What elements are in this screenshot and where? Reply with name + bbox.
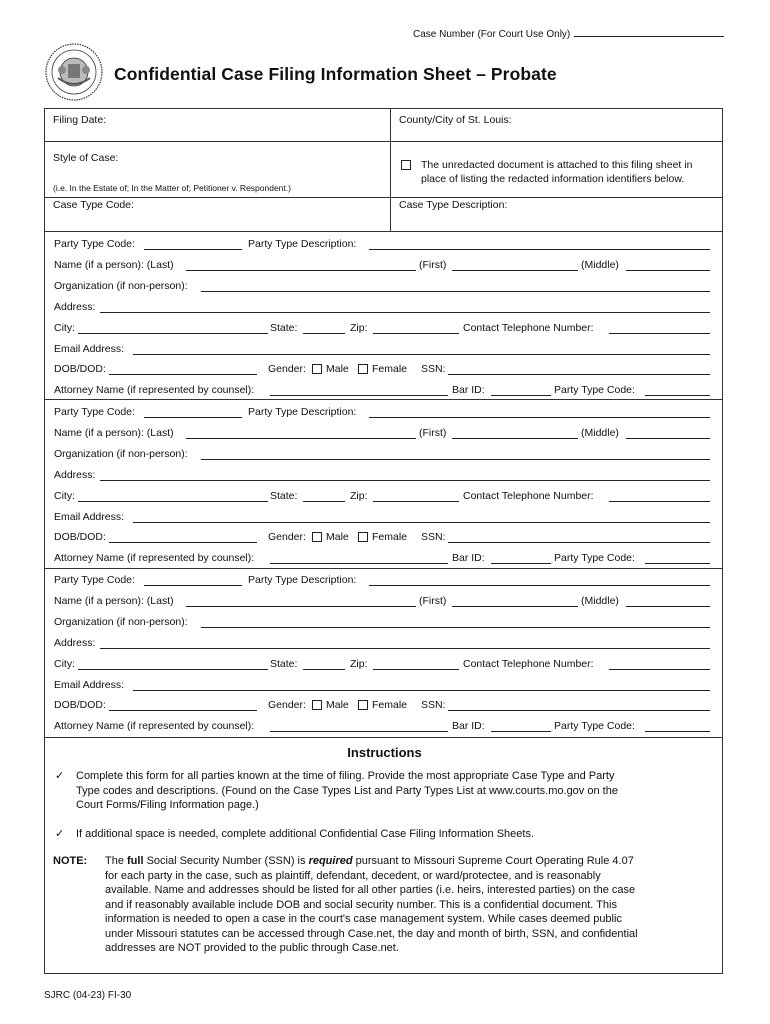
first-name-label: (First) — [419, 426, 447, 439]
state-field[interactable] — [303, 333, 345, 334]
instructions-title: Instructions — [347, 745, 422, 760]
dob-row — [54, 363, 710, 377]
first-name-label: (First) — [419, 258, 447, 271]
city-label: City: — [54, 489, 75, 502]
male-label: Male — [326, 363, 349, 376]
zip-label: Zip: — [350, 321, 368, 334]
dob-label: DOB/DOD: — [54, 363, 106, 376]
middle-name-label: (Middle) — [581, 258, 619, 271]
female-label: Female — [372, 699, 408, 712]
gender-label: Gender: — [268, 531, 306, 544]
female-checkbox[interactable] — [358, 532, 368, 542]
telephone-label: Contact Telephone Number: — [463, 489, 594, 502]
male-label: Male — [326, 531, 349, 544]
zip-label: Zip: — [350, 657, 368, 670]
dob-field[interactable] — [109, 710, 257, 711]
party-type-description-field[interactable] — [369, 249, 710, 250]
dob-field[interactable] — [109, 374, 257, 375]
attorney-field[interactable] — [270, 731, 448, 732]
male-checkbox[interactable] — [312, 364, 322, 374]
unredacted-text-line1: The unredacted document is attached to this filing sheet in — [421, 159, 693, 171]
ssn-label: SSN: — [421, 699, 446, 712]
party-type-code-label: Party Type Code: — [54, 238, 135, 250]
organization-field[interactable] — [201, 291, 710, 292]
party-type-code-field[interactable] — [144, 249, 242, 250]
ssn-label: SSN: — [421, 363, 446, 376]
dob-row — [54, 699, 710, 713]
address-row — [54, 301, 710, 315]
city-row — [54, 322, 710, 336]
telephone-field[interactable] — [609, 501, 710, 502]
last-name-field[interactable] — [186, 606, 416, 607]
case-number-label: Case Number (For Court Use Only) — [413, 29, 724, 40]
email-field[interactable] — [133, 690, 710, 691]
ssn-field[interactable] — [448, 542, 710, 543]
email-row — [54, 511, 710, 525]
city-label: City: — [54, 657, 75, 670]
middle-name-field[interactable] — [626, 270, 710, 271]
attorney-row — [54, 384, 710, 398]
email-row — [54, 679, 710, 693]
county-city-label: County/City of St. Louis: — [399, 114, 512, 126]
name-row — [54, 427, 710, 441]
court-seal-logo — [44, 42, 104, 102]
address-field[interactable] — [100, 648, 710, 649]
organization-row — [54, 280, 710, 294]
attorney-field[interactable] — [270, 395, 448, 396]
zip-label: Zip: — [350, 489, 368, 502]
state-label: State: — [270, 489, 298, 502]
last-name-label: Name (if a person): (Last) — [54, 258, 174, 271]
dob-label: DOB/DOD: — [54, 699, 106, 712]
instructions-section — [45, 745, 722, 973]
attorney-row — [54, 552, 710, 566]
female-checkbox[interactable] — [358, 700, 368, 710]
style-of-case-label: Style of Case: — [53, 152, 119, 164]
bar-id-field[interactable] — [491, 395, 551, 396]
ssn-field[interactable] — [448, 374, 710, 375]
attorney-row — [54, 720, 710, 734]
top-divider-vertical — [390, 109, 391, 231]
dob-label: DOB/DOD: — [54, 531, 106, 544]
organization-row — [54, 448, 710, 462]
party-type-code-field[interactable] — [144, 417, 242, 418]
attorney-party-type-code-field[interactable] — [645, 395, 710, 396]
form-id: SJRC (04-23) FI-30 — [44, 990, 132, 1001]
telephone-field[interactable] — [609, 669, 710, 670]
city-label: City: — [54, 321, 75, 334]
form-title: Confidential Case Filing Information Sheet – Probate — [114, 64, 557, 84]
party-type-description-label: Party Type Description: — [248, 574, 357, 586]
telephone-label: Contact Telephone Number: — [463, 657, 594, 670]
unredacted-checkbox[interactable] — [401, 160, 411, 170]
bar-id-label: Bar ID: — [452, 720, 485, 733]
style-of-case-example: (i.e. In the Estate of; In the Matter of; Petitioner v. Respondent.) — [53, 183, 291, 193]
attorney-party-type-code-label: Party Type Code: — [554, 552, 635, 565]
middle-name-label: (Middle) — [581, 426, 619, 439]
first-name-label: (First) — [419, 594, 447, 607]
gender-label: Gender: — [268, 699, 306, 712]
note-label: NOTE: — [53, 855, 88, 867]
city-field[interactable] — [78, 333, 268, 334]
organization-label: Organization (if non-person): — [54, 615, 188, 628]
email-row — [54, 343, 710, 357]
attorney-party-type-code-label: Party Type Code: — [554, 384, 635, 397]
attorney-label: Attorney Name (if represented by counsel): — [54, 720, 255, 733]
city-field[interactable] — [78, 501, 268, 502]
address-label: Address: — [54, 636, 96, 649]
dob-field[interactable] — [109, 542, 257, 543]
middle-name-label: (Middle) — [581, 594, 619, 607]
male-label: Male — [326, 699, 349, 712]
bar-id-field[interactable] — [491, 731, 551, 732]
divider — [45, 231, 722, 232]
city-row — [54, 490, 710, 504]
female-checkbox[interactable] — [358, 364, 368, 374]
last-name-field[interactable] — [186, 438, 416, 439]
zip-field[interactable] — [373, 501, 459, 502]
organization-field[interactable] — [201, 627, 710, 628]
instruction-item-1: Complete this form for all parties known at the time of filing. Provide the most appropriate Case Type and Party Type codes and descriptions. (Found on the Case Types List and Party Types List at www.courts.mo.gov on the Court Forms/Filing Information page.) — [76, 770, 618, 811]
case-number-field[interactable] — [574, 35, 724, 37]
party-type-description-label: Party Type Description: — [248, 238, 357, 250]
case-type-code-label: Case Type Code: — [53, 199, 134, 211]
city-row — [54, 658, 710, 672]
bar-id-label: Bar ID: — [452, 384, 485, 397]
email-field[interactable] — [133, 354, 710, 355]
name-row — [54, 595, 710, 609]
note-text: The full Social Security Number (SSN) is required pursuant to Missouri Supreme Court Operating Rule 4.07 for each party in the case, such as plaintiff, defendant, decedent, or ward/protectee, and is reasonably available. Name and addresses should be listed for all other parties (i.e. heirs, interested parties) on the case and if reasonably available include DOB and social security number. This is a confidential document. This information is needed to open a case in the court's case management system. While cases deemed public under Missouri statutes can be accessed through Case.net, the day and month of birth, SSN, and confidential addresses are NOT provided to the public through Case.net. — [105, 855, 638, 954]
city-field[interactable] — [78, 669, 268, 670]
organization-label: Organization (if non-person): — [54, 279, 188, 292]
divider — [45, 568, 722, 569]
filing-date-label: Filing Date: — [53, 114, 107, 126]
address-row — [54, 637, 710, 651]
divider — [45, 197, 722, 198]
address-field[interactable] — [100, 480, 710, 481]
attorney-field[interactable] — [270, 563, 448, 564]
party-type-description-field[interactable] — [369, 585, 710, 586]
name-row — [54, 259, 710, 273]
party-type-code-label: Party Type Code: — [54, 406, 135, 418]
telephone-label: Contact Telephone Number: — [463, 321, 594, 334]
address-row — [54, 469, 710, 483]
party-type-code-field[interactable] — [144, 585, 242, 586]
gender-label: Gender: — [268, 363, 306, 376]
email-label: Email Address: — [54, 510, 125, 523]
first-name-field[interactable] — [452, 606, 578, 607]
bar-id-label: Bar ID: — [452, 552, 485, 565]
party-type-row — [54, 406, 710, 420]
state-label: State: — [270, 657, 298, 670]
address-field[interactable] — [100, 312, 710, 313]
last-name-label: Name (if a person): (Last) — [54, 594, 174, 607]
email-label: Email Address: — [54, 342, 125, 355]
party-type-description-field[interactable] — [369, 417, 710, 418]
organization-label: Organization (if non-person): — [54, 447, 188, 460]
last-name-label: Name (if a person): (Last) — [54, 426, 174, 439]
last-name-field[interactable] — [186, 270, 416, 271]
bar-id-field[interactable] — [491, 563, 551, 564]
state-field[interactable] — [303, 669, 345, 670]
middle-name-field[interactable] — [626, 606, 710, 607]
female-label: Female — [372, 531, 408, 544]
ssn-field[interactable] — [448, 710, 710, 711]
attorney-party-type-code-label: Party Type Code: — [554, 720, 635, 733]
state-field[interactable] — [303, 501, 345, 502]
attorney-label: Attorney Name (if represented by counsel): — [54, 384, 255, 397]
attorney-party-type-code-field[interactable] — [645, 731, 710, 732]
party-type-description-label: Party Type Description: — [248, 406, 357, 418]
address-label: Address: — [54, 300, 96, 313]
state-label: State: — [270, 321, 298, 334]
male-checkbox[interactable] — [312, 700, 322, 710]
unredacted-text-line2: place of listing the redacted information identifiers below. — [421, 173, 685, 185]
telephone-field[interactable] — [609, 333, 710, 334]
organization-field[interactable] — [201, 459, 710, 460]
address-label: Address: — [54, 468, 96, 481]
middle-name-field[interactable] — [626, 438, 710, 439]
party-type-row — [54, 238, 710, 252]
first-name-field[interactable] — [452, 438, 578, 439]
zip-field[interactable] — [373, 669, 459, 670]
dob-row — [54, 531, 710, 545]
party-type-code-label: Party Type Code: — [54, 574, 135, 586]
ssn-label: SSN: — [421, 531, 446, 544]
male-checkbox[interactable] — [312, 532, 322, 542]
divider — [45, 737, 722, 738]
divider — [45, 399, 722, 400]
female-label: Female — [372, 363, 408, 376]
first-name-field[interactable] — [452, 270, 578, 271]
case-type-description-label: Case Type Description: — [399, 199, 508, 211]
email-label: Email Address: — [54, 678, 125, 691]
email-field[interactable] — [133, 522, 710, 523]
divider — [45, 141, 722, 142]
attorney-party-type-code-field[interactable] — [645, 563, 710, 564]
check-icon: ✓ — [55, 770, 65, 782]
attorney-label: Attorney Name (if represented by counsel): — [54, 552, 255, 565]
organization-row — [54, 616, 710, 630]
check-icon: ✓ — [55, 828, 65, 840]
party-type-row — [54, 574, 710, 588]
instruction-item-2: If additional space is needed, complete additional Confidential Case Filing Information Sheets. — [76, 828, 534, 840]
zip-field[interactable] — [373, 333, 459, 334]
